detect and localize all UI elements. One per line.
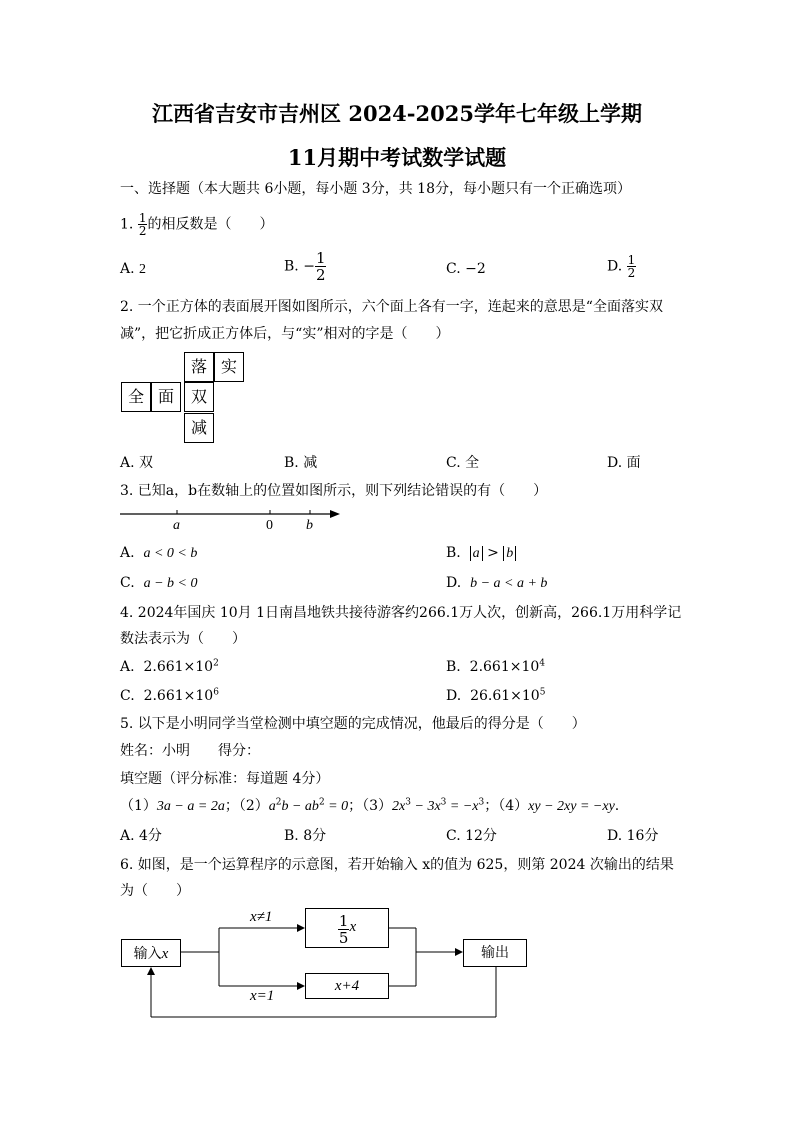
number-line-arrow (330, 510, 340, 518)
q3-option-d: D. b − a < a + b (446, 575, 548, 591)
q5-rule-line: 填空题（评分标准：每道题 4分） (120, 771, 330, 787)
question-2-line-2: 减”，把它折成正方体后，与“实”相对的字是（ ） (120, 326, 450, 342)
question-1-text: 的相反数是（ ） (147, 216, 274, 233)
q5-option-c: C. 12分 (446, 828, 497, 844)
q3-option-b: B. a > b (446, 544, 516, 563)
question-5: 5. 以下是小明同学当堂检测中填空题的完成情况，他最后的得分是（ ） (120, 716, 586, 732)
net-cell-jian: 减 (184, 413, 214, 443)
number-line (116, 502, 346, 534)
q4-option-b: B. $2.661\times 10^4$ (446, 658, 546, 675)
q2-option-b: B. 减 (284, 455, 318, 471)
q3-option-c: C. a − b < 0 (120, 575, 198, 591)
q1-option-b: B. − $\frac{1}{2}$ (284, 249, 326, 284)
q5-option-a: A. 4分 (120, 828, 162, 844)
q5-option-d: D. 16分 (607, 828, 659, 844)
section-heading: 一、选择题（本大题共 6小题，每小题 3分，共 18分，每小题只有一个正确选项） (120, 181, 631, 197)
operation-box-top: $\frac{1}{5}$ x (305, 908, 389, 948)
flowchart-lines (0, 900, 794, 1030)
title-line-2: 11月期中考试数学试题 (287, 145, 507, 170)
net-cell-mian: 面 (151, 382, 181, 412)
net-cell-quan: 全 (121, 382, 151, 412)
net-cell-luo: 落 (184, 352, 214, 382)
q5-name-line: 姓名：小明 得分： (120, 743, 260, 759)
q3-option-a: A. a < 0 < b (120, 545, 198, 561)
question-4-line-1: 4. 2024年国庆 10月 1日南昌地铁共接待游客约266.1万人次，创新高，266.1万用科学记 (120, 605, 682, 621)
question-1-fraction: $\frac{1}{2}$ (138, 211, 147, 238)
q4-option-a: A. $2.661\times 10^2$ (120, 658, 219, 675)
q1-option-a: A. 2 (120, 261, 147, 277)
q2-option-a: A. 双 (120, 455, 154, 471)
q2-option-c: C. 全 (446, 455, 480, 471)
net-cell-shuang: 双 (184, 382, 214, 412)
label-b: b (306, 518, 313, 533)
q5-option-b: B. 8分 (284, 828, 327, 844)
condition-top: x≠1 (250, 909, 273, 925)
question-1-number: 1. (120, 216, 134, 233)
net-cell-shi: 实 (214, 352, 244, 382)
label-a: a (173, 518, 180, 533)
condition-bottom: x=1 (250, 988, 275, 1004)
operation-box-bottom: x+4 (305, 973, 389, 999)
question-2-line-1: 2. 一个正方体的表面展开图如图所示，六个面上各有一字，连起来的意思是“全面落实双 (120, 299, 663, 315)
question-4-line-2: 数法表示为（ ） (120, 631, 246, 647)
q4-option-d: D. $26.61\times 10^5$ (446, 687, 546, 704)
question-6-line-2: 为（ ） (120, 883, 190, 899)
question-6-line-1: 6. 如图，是一个运算程序的示意图，若开始输入 x的值为 625，则第 2024 次输出的结果 (120, 857, 674, 873)
q1-option-c: C. −2 (446, 261, 486, 277)
label-zero: 0 (266, 518, 273, 533)
q1-option-d: D. $\frac{1}{2}$ (607, 253, 636, 280)
output-box: 输出 (463, 939, 527, 967)
q5-items: （1）3a − a = 2a；$(2)a^2b - ab^2 = 0$；$(3)2x^3 - 3x^3 = -x^3$；（4）xy − 2xy = −xy. (120, 797, 620, 814)
input-box: 输入x (121, 939, 181, 967)
title-line-1: 江西省吉安市吉州区 2024-2025学年七年级上学期 (152, 101, 642, 126)
question-1 (120, 212, 273, 237)
q2-option-d: D. 面 (607, 455, 641, 471)
question-3: 3. 已知a，b在数轴上的位置如图所示，则下列结论错误的有（ ） (120, 483, 548, 499)
q4-option-c: C. $2.661\times 10^6$ (120, 687, 219, 704)
